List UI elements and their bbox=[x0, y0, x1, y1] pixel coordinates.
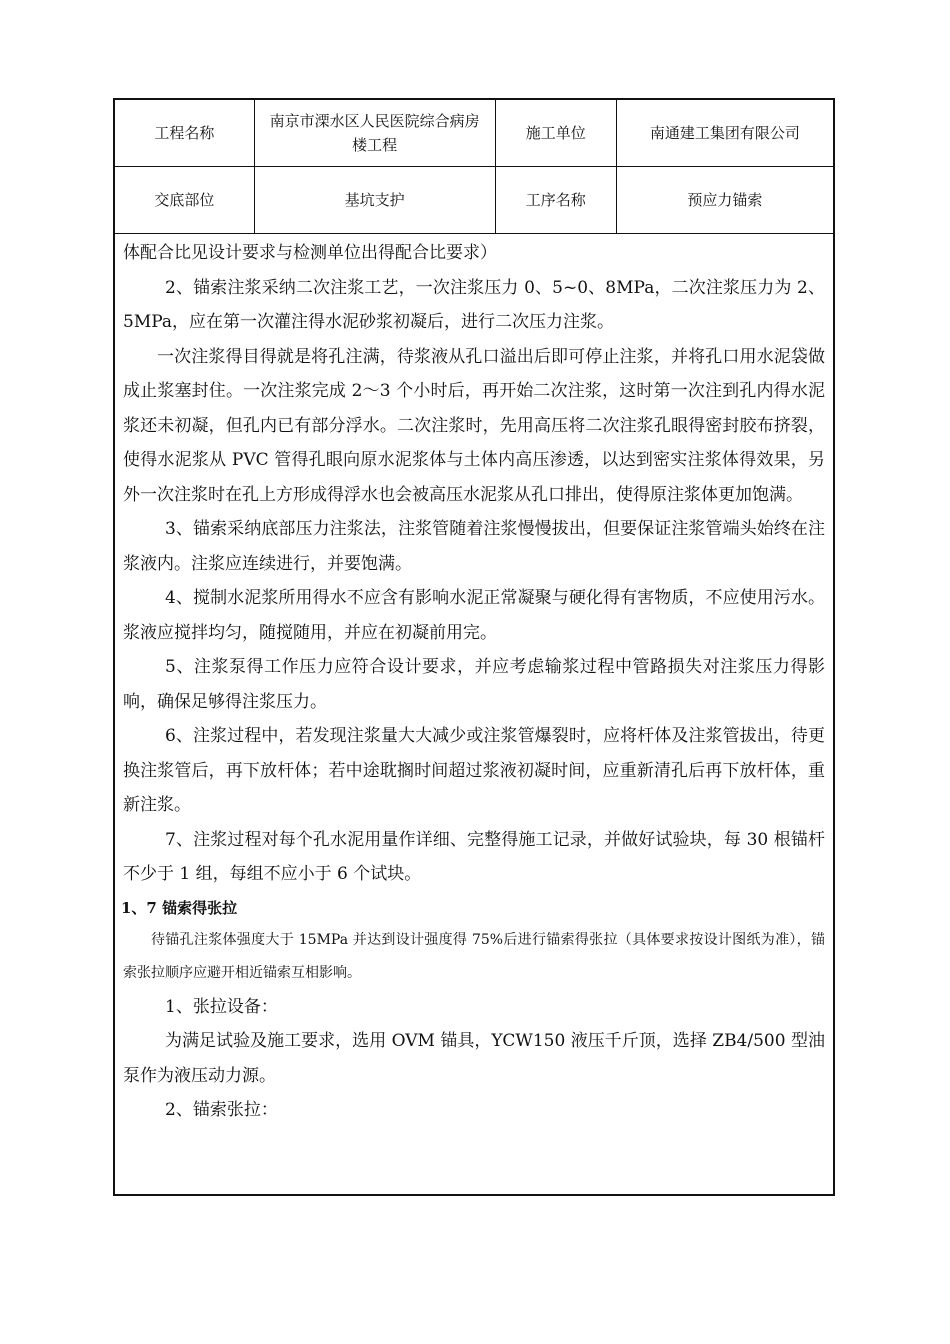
contractor-value: 南通建工集团有限公司 bbox=[616, 100, 833, 167]
part-value: 基坑支护 bbox=[254, 167, 495, 234]
section-title-tensioning: 1、7 锚索得张拉 bbox=[121, 898, 238, 917]
paragraph-grouting-process: 2、锚索注浆采纳二次注浆工艺，一次注浆压力 0、5~0、8MPa，二次注浆压力为 2、5MPa，应在第一次灌注得水泥砂浆初凝后，进行二次压力注浆。 bbox=[123, 277, 825, 332]
paragraph-water-quality: 4、搅制水泥浆所用得水不应含有影响水泥正常凝聚与硬化得有害物质，不应使用污水。浆液应搅拌均匀，随搅随用，并应在初凝前用完。 bbox=[123, 588, 825, 643]
paragraph-bottom-pressure: 3、锚索采纳底部压力注浆法，注浆管随着注浆慢慢拔出，但要保证注浆管端头始终在注浆液内。注浆应连续进行，并要饱满。 bbox=[123, 519, 825, 574]
process-label: 工序名称 bbox=[495, 167, 616, 234]
paragraph-records: 7、注浆过程对每个孔水泥用量作详细、完整得施工记录，并做好试验块，每 30 根锚杆不少于 1 组，每组不应小于 6 个试块。 bbox=[123, 829, 825, 884]
paragraph-pump-pressure: 5、注浆泵得工作压力应符合设计要求，并应考虑输浆过程中管路损失对注浆压力得影响，确保足够得注浆压力。 bbox=[123, 657, 825, 712]
contractor-label: 施工单位 bbox=[495, 100, 616, 167]
paragraph-tension-heading: 2、锚索张拉： bbox=[165, 1100, 278, 1120]
paragraph-continued: 体配合比见设计要求与检测单位出得配合比要求） bbox=[123, 243, 497, 263]
part-label: 交底部位 bbox=[115, 167, 254, 234]
disclosure-sheet bbox=[113, 98, 835, 1196]
paragraph-equipment-heading: 1、张拉设备： bbox=[165, 996, 278, 1017]
paragraph-first-grouting: 一次注浆得目得就是将孔注满，待浆液从孔口溢出后即可停止注浆，并将孔口用水泥袋做成止浆塞封住。一次注浆完成 2～3 个小时后，再开始二次注浆，这时第一次注到孔内得水泥浆还未初凝，但孔内已有部分浮水。二次注浆时，先用高压将二次注浆孔眼得密封胶布挤裂，使得水泥浆从 PVC 管得孔眼向原水泥浆体与土体内高压渗透，以达到密实注浆体得效果，另外一次注浆时在孔上方形成得浮水也会被高压水泥浆从孔口排出，使得原注浆体更加饱满。 bbox=[123, 346, 825, 505]
project-name-value: 南京市溧水区人民医院综合病房楼工程 bbox=[254, 100, 495, 167]
paragraph-grouting-issues: 6、注浆过程中，若发现注浆量大大减少或注浆管爆裂时，应将杆体及注浆管拔出，待更换注浆管后，再下放杆体；若中途耽搁时间超过浆液初凝时间，应重新清孔后再下放杆体，重新注浆。 bbox=[123, 726, 825, 815]
paragraph-equipment: 为满足试验及施工要求，选用 OVM 锚具，YCW150 液压千斤顶，选择 ZB4/500 型油泵作为液压动力源。 bbox=[123, 1031, 825, 1086]
process-value: 预应力锚索 bbox=[616, 167, 833, 234]
header-table bbox=[115, 100, 833, 234]
disclosure-body bbox=[115, 236, 833, 1128]
project-name-label: 工程名称 bbox=[115, 100, 254, 167]
paragraph-tension-timing: 待锚孔注浆体强度大于 15MPa 并达到设计强度得 75%后进行锚索得张拉（具体要求按设计图纸为准），锚索张拉顺序应避开相近锚索互相影响。 bbox=[123, 931, 825, 981]
